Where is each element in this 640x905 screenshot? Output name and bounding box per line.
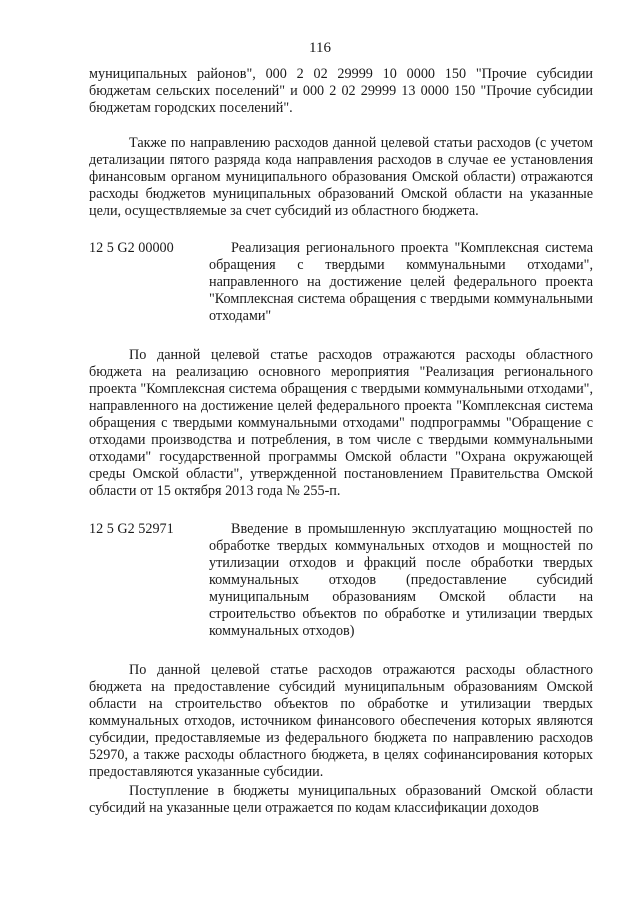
paragraph-income-receipt: Поступление в бюджеты муниципальных образований Омской области субсидий на указанные цели отражается по кодам классификации доходов <box>89 783 593 816</box>
document-body <box>89 66 593 817</box>
paragraph-subsidies: По данной целевой статье расходов отражаются расходы областного бюджета на предоставление субсидий муниципальным образованиям Омской области на строительство объектов по обработке и утилизации твердых коммунальных отходов, источником финансового обеспечения которых являются субсидии, предоставляемые из федерального бюджета по направлению расходов 52970, а также расходы областного бюджета, в целях софинансирования которых предоставляются указанные субсидии. <box>89 662 593 780</box>
budget-entry <box>89 521 593 640</box>
paragraph-regional-project: По данной целевой статье расходов отражаются расходы областного бюджета на реализацию основного мероприятия "Реализация регионального проекта "Комплексная система обращения с твердыми коммунальными отходами", направленного на достижение целей федерального проекта "Комплексная система обращения с твердыми коммунальными отходами" подпрограммы "Обращение с отходами производства и потребления, в том числе с твердыми коммунальными отходами" государственной программы Омской области "Охрана окружающей среды Омской области", утвержденной постановлением Правительства Омской области от 15 октября 2013 года № 255-п. <box>89 347 593 499</box>
budget-entry-description: Реализация регионального проекта "Комплексная система обращения с твердыми коммунальными отходами", направленного на достижение целей федерального проекта "Комплексная система обращения с твердыми коммунальными отходами" <box>209 240 593 324</box>
paragraph-municipal-expenses: Также по направлению расходов данной целевой статьи расходов (с учетом детализации пятого разряда кода направления расходов в случае ее установления финансовым органом муниципального образования Омской области) отражаются расходы бюджетов муниципальных образований Омской области на указанные цели, осуществляемые за счет субсидий из областного бюджета. <box>89 135 593 219</box>
budget-entry-description: Введение в промышленную эксплуатацию мощностей по обработке твердых коммунальных отходов и мощностей по утилизации отходов и фракций после обработки твердых коммунальных отходов (предоставление субсидий муниципальным образованиям Омской области на строительство объектов по обработке и утилизации твердых коммунальных отходов) <box>209 521 593 639</box>
budget-entry <box>89 240 593 325</box>
page-number: 116 <box>309 40 331 56</box>
budget-code: 12 5 G2 00000 <box>89 240 174 256</box>
budget-code: 12 5 G2 52971 <box>89 521 174 537</box>
paragraph-income-codes: муниципальных районов", 000 2 02 29999 10 0000 150 "Прочие субсидии бюджетам сельских поселений" и 000 2 02 29999 13 0000 150 "Прочие субсидии бюджетам городских поселений". <box>89 66 593 116</box>
